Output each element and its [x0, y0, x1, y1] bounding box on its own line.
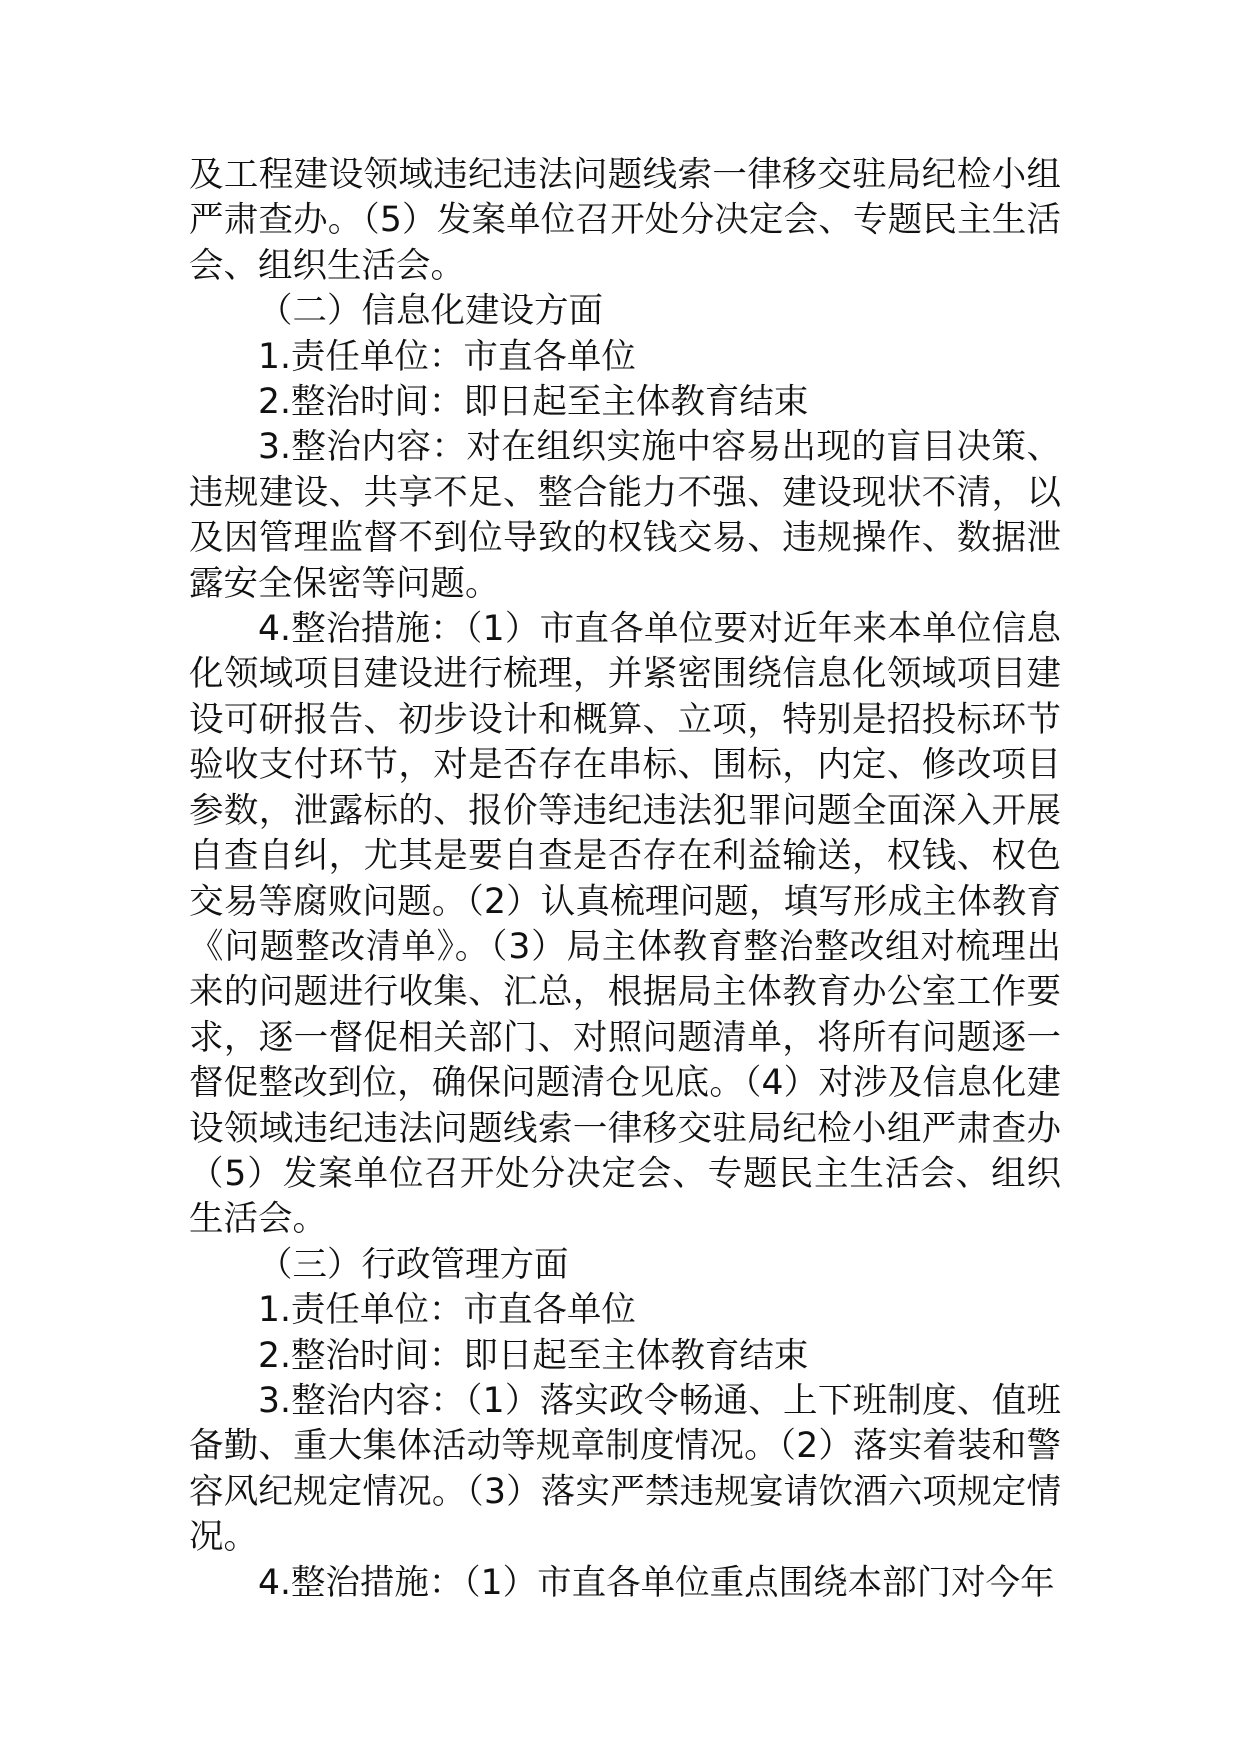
item-rectification-content: 3.整治内容：对在组织实施中容易出现的盲目决策、违规建设、共享不足、整合能力不强、建设现状不清，以及因管理监督不到位导致的权钱交易、违规操作、数据泄露安全保密等问题。	[189, 427, 1061, 604]
item-responsible-unit: 1.责任单位：市直各单位	[258, 1290, 636, 1331]
item-rectification-measures: 4.整治措施：（1）市直各单位要对近年来本单位信息化领域项目建设进行梳理，并紧密围绕信息化领域项目建设可研报告、初步设计和概算、立项，特别是招投标环节验收支付环节，对是否存在串标、围标，内定、修改项目参数，泄露标的、报价等违纪违法犯罪问题全面深入开展自查自纠，尤其是要自查是否存在利益输送，权钱、权色交易等腐败问题。（2）认真梳理问题，填写形成主体教育《问题整改清单》。（3）局主体教育整治整改组对梳理出来的问题进行收集、汇总，根据局主体教育办公室工作要求，逐一督促相关部门、对照问题清单，将所有问题逐一督促整改到位，确保问题清仓见底。（4）对涉及信息化建设领域违纪违法问题线索一律移交驻局纪检小组严肃查办（5）发案单位召开处分决定会、专题民主生活会、组织生活会。	[189, 609, 1061, 1240]
section-heading-administration: （三）行政管理方面	[258, 1244, 569, 1285]
item-responsible-unit: 1.责任单位：市直各单位	[258, 336, 636, 377]
section-heading-informatization: （二）信息化建设方面	[258, 291, 603, 332]
document-body	[189, 153, 1061, 1606]
item-rectification-content: 3.整治内容：（1）落实政令畅通、上下班制度、值班备勤、重大集体活动等规章制度情况。（2）落实着装和警容风纪规定情况。（3）落实严禁违规宴请饮酒六项规定情况。	[189, 1380, 1061, 1558]
paragraph-continuation: 及工程建设领域违纪违法问题线索一律移交驻局纪检小组严肃查办。（5）发案单位召开处分决定会、专题民主生活会、组织生活会。	[189, 155, 1061, 286]
item-rectification-time: 2.整治时间：即日起至主体教育结束	[258, 1335, 809, 1376]
item-rectification-measures: 4.整治措施：（1）市直各单位重点围绕本部门对今年	[258, 1562, 1055, 1603]
item-rectification-time: 2.整治时间：即日起至主体教育结束	[258, 382, 809, 423]
